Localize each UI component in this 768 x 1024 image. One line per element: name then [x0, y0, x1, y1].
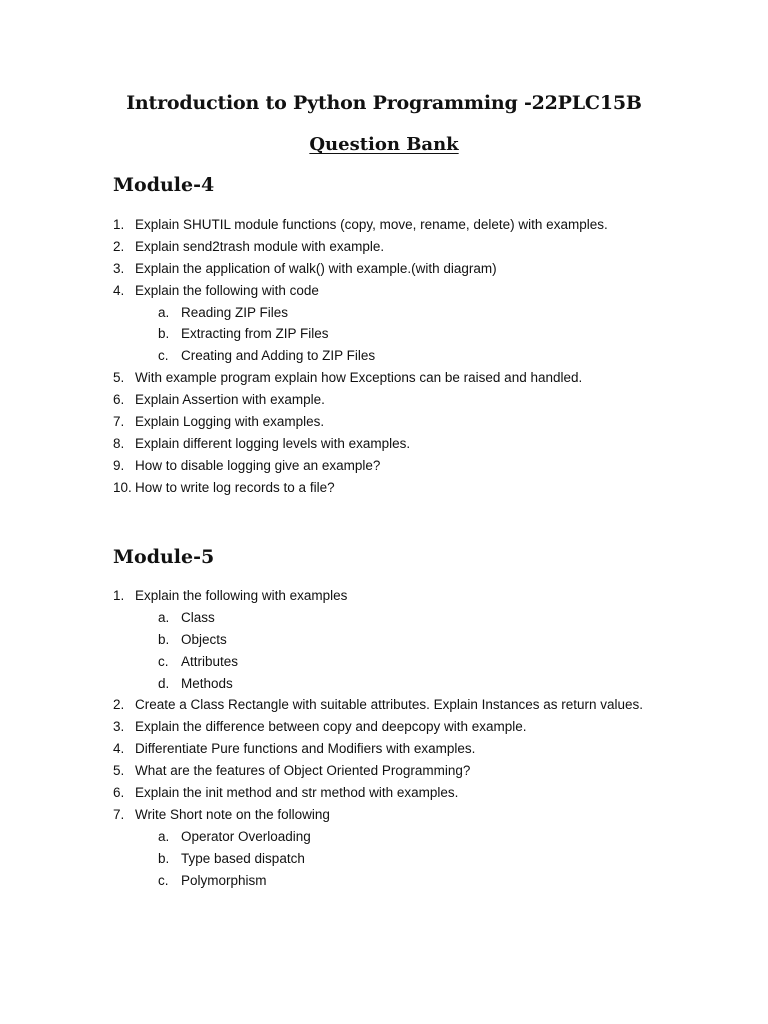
question-item — [113, 477, 733, 499]
sub-question-item — [113, 848, 733, 870]
sub-question-item — [113, 629, 733, 651]
sub-question-item — [113, 302, 733, 324]
question-text: Explain the following with examples — [135, 588, 348, 603]
question-number: 8. — [113, 435, 125, 451]
sub-question-item — [113, 323, 733, 345]
sub-question-text: Reading ZIP Files — [181, 304, 289, 320]
question-number: 4. — [113, 282, 125, 298]
sub-question-letter: a. — [158, 828, 170, 844]
sub-question-text: Polymorphism — [181, 872, 267, 888]
question-item — [113, 280, 733, 302]
sub-question-text: Creating and Adding to ZIP Files — [181, 348, 376, 364]
sub-question-text: Operator Overloading — [181, 828, 311, 844]
sub-question-item — [113, 870, 733, 892]
sub-question-item — [113, 673, 733, 695]
question-text: Explain the difference between copy and deepcopy with example. — [135, 719, 527, 735]
question-item — [113, 367, 733, 389]
document-title: Introduction to Python Programming -22PLC15B — [126, 92, 642, 114]
question-item — [113, 389, 733, 411]
sub-question-letter: b. — [158, 326, 170, 342]
question-text: Explain the following with code — [135, 282, 319, 298]
sub-question-text: Class — [181, 609, 215, 625]
question-text: Explain SHUTIL module functions (copy, move, rename, delete) with examples. — [135, 217, 608, 232]
question-number: 6. — [113, 785, 125, 801]
question-text: Explain send2trash module with example. — [135, 238, 385, 254]
sub-question-letter: c. — [158, 348, 169, 364]
question-item — [113, 694, 733, 716]
question-item — [113, 236, 733, 258]
sub-question-letter: d. — [158, 675, 170, 691]
sub-question-letter: c. — [158, 872, 169, 888]
sub-question-letter: a. — [158, 304, 170, 320]
question-text: With example program explain how Exceptions can be raised and handled. — [135, 370, 583, 386]
question-text: What are the features of Object Oriented Programming? — [135, 763, 471, 779]
sub-question-letter: b. — [158, 850, 170, 866]
question-item — [113, 455, 733, 477]
sub-question-item — [113, 345, 733, 367]
question-number: 3. — [113, 260, 125, 276]
question-number: 1. — [113, 217, 125, 232]
question-text: Explain the application of walk() with example.(with diagram) — [135, 260, 497, 276]
question-text: Explain the init method and str method with examples. — [135, 785, 459, 801]
question-number: 10. — [113, 479, 132, 495]
question-list — [113, 214, 733, 499]
question-number: 5. — [113, 370, 125, 386]
question-number: 7. — [113, 414, 125, 430]
sub-question-letter: b. — [158, 631, 170, 647]
question-list — [113, 585, 733, 891]
question-item — [113, 411, 733, 433]
sub-question-letter: c. — [158, 653, 169, 669]
question-number: 7. — [113, 806, 125, 822]
question-text: Explain different logging levels with examples. — [135, 435, 411, 451]
question-number: 3. — [113, 719, 125, 735]
question-item — [113, 258, 733, 280]
question-item — [113, 738, 733, 760]
module-heading: Module-5 — [113, 546, 215, 568]
document-subtitle: Question Bank — [309, 134, 459, 155]
question-item — [113, 214, 733, 236]
question-item — [113, 804, 733, 826]
sub-question-item — [113, 651, 733, 673]
sub-question-letter: a. — [158, 609, 170, 625]
question-item — [113, 433, 733, 455]
question-text: Write Short note on the following — [135, 806, 330, 822]
question-item — [113, 760, 733, 782]
sub-question-item — [113, 826, 733, 848]
question-item — [113, 716, 733, 738]
question-text: Explain Assertion with example. — [135, 392, 325, 408]
sub-question-text: Methods — [181, 675, 233, 691]
question-text: How to disable logging give an example? — [135, 457, 381, 473]
question-text: Create a Class Rectangle with suitable attributes. Explain Instances as return values. — [135, 697, 644, 713]
question-text: Explain Logging with examples. — [135, 414, 325, 430]
module-heading: Module-4 — [113, 174, 215, 196]
question-text: Differentiate Pure functions and Modifiers with examples. — [135, 741, 476, 757]
question-number: 5. — [113, 763, 125, 779]
question-item — [113, 585, 733, 607]
question-number: 4. — [113, 741, 125, 757]
sub-question-text: Type based dispatch — [181, 850, 305, 866]
sub-question-item — [113, 607, 733, 629]
sub-question-text: Objects — [181, 631, 227, 647]
question-number: 9. — [113, 457, 125, 473]
question-number: 2. — [113, 697, 125, 713]
question-number: 2. — [113, 238, 125, 254]
question-item — [113, 782, 733, 804]
sub-question-text: Extracting from ZIP Files — [181, 326, 329, 342]
question-number: 6. — [113, 392, 125, 408]
question-number: 1. — [113, 588, 125, 603]
sub-question-text: Attributes — [181, 653, 239, 669]
question-text: How to write log records to a file? — [135, 479, 335, 495]
